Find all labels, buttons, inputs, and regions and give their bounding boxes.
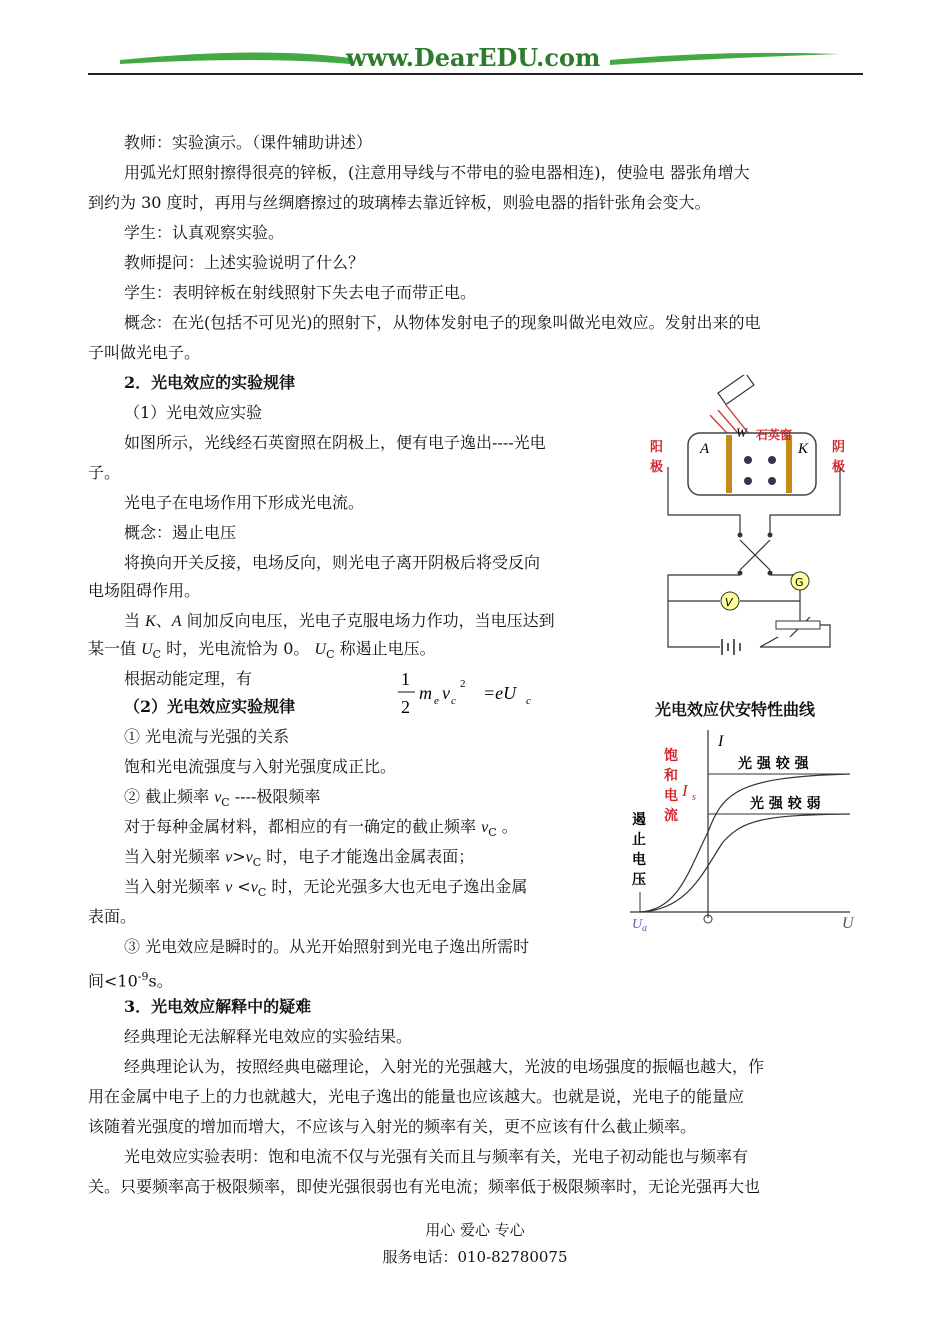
- kinetic-energy-formula: [395, 665, 565, 725]
- text-line: 用在金属中电子上的力也就越大，光电子逸出的能量也应该越大。也就是说，光电子的能量应: [88, 1087, 745, 1106]
- text-line: 间$<10^{-9}s$。: [88, 970, 173, 991]
- electron-icon: [768, 456, 776, 464]
- text-line: 根据动能定理，有: [124, 669, 253, 688]
- svg-text:2: 2: [460, 678, 466, 690]
- text-line: 光电效应实验表明：饱和电流不仅与光强有关而且与频率有关，光电子初动能也与频率有: [124, 1147, 749, 1166]
- text-line: 子。: [88, 463, 121, 482]
- svg-text:O: O: [696, 920, 704, 930]
- svg-text:=eU: =eU: [483, 683, 517, 703]
- svg-text:1: 1: [401, 669, 410, 689]
- text-line: 当 K、A 间加反向电压，光电子克服电场力作功，当电压达到: [124, 611, 555, 630]
- switch-contact: [768, 571, 773, 576]
- text-line: 教师提问：上述实验说明了什么？: [124, 253, 365, 272]
- svg-text:电: 电: [632, 852, 646, 868]
- electron-icon: [768, 477, 776, 485]
- subsection-heading: （1）光电效应实验: [124, 403, 263, 422]
- cathode-plate: [786, 435, 792, 493]
- subsection-heading: （2）光电效应实验规律: [124, 697, 296, 716]
- svg-text:K: K: [798, 441, 809, 457]
- text-line: 电场阻碍作用。: [88, 581, 201, 600]
- svg-text:V: V: [725, 596, 733, 609]
- text-line: 学生：表明锌板在射线照射下失去电子而带正电。: [124, 283, 477, 302]
- footer-phone: 服务电话：010-82780075: [382, 1248, 568, 1266]
- svg-text:2: 2: [401, 697, 410, 717]
- svg-text:U: U: [632, 917, 643, 932]
- text-line: 该随着光强度的增加而增大，不应该与入射光的频率有关，更不应该有什么截止频率。: [88, 1117, 697, 1136]
- logo-swoosh-left: [120, 52, 350, 64]
- text-line: 教师：实验演示。（课件辅助讲述）: [124, 133, 373, 152]
- text-line: 到约为 30 度时，再用与丝绸磨擦过的玻璃棒去靠近锌板，则验电器的指针张角会变大。: [88, 193, 711, 212]
- svg-text:饱: 饱: [664, 748, 678, 764]
- svg-text:阴: 阴: [832, 440, 846, 455]
- logo-swoosh-right: [610, 53, 840, 65]
- text-line: 关。只要频率高于极限频率，即使光强很弱也有光电流；频率低于极限频率时，无论光强再大也: [88, 1177, 761, 1196]
- battery-icon: [722, 639, 740, 655]
- svg-text:遏: 遏: [632, 812, 646, 828]
- svg-text:c: c: [451, 695, 456, 707]
- switch-contact: [738, 571, 743, 576]
- logo-text: www.DearEDU.com: [346, 43, 601, 72]
- svg-text:石英窗: 石英窗: [756, 428, 793, 442]
- text-line: 某一值 $U_C$ 时，光电流恰为 0。 $U_C$ 称遏止电压。: [88, 639, 436, 662]
- text-line: 概念：在光(包括不可见光)的照射下，从物体发射电子的现象叫做光电效应。发射出来的电: [124, 313, 761, 332]
- light-source-icon: [718, 375, 754, 404]
- text-line: 子叫做光电子。: [88, 343, 201, 362]
- svg-text:电: 电: [664, 788, 678, 804]
- svg-text:I: I: [682, 781, 688, 800]
- footer-motto: 用心 爱心 专心: [425, 1221, 525, 1239]
- text-line: ① 光电流与光强的关系: [124, 727, 290, 746]
- svg-text:光 强 较 弱: 光 强 较 弱: [750, 796, 821, 812]
- svg-text:e: e: [434, 695, 439, 707]
- text-line: 当入射光频率 $v>v_C$ 时，电子才能逸出金属表面；: [124, 847, 475, 870]
- text-line: 用弧光灯照射擦得很亮的锌板，(注意用导线与不带电的验电器相连)，使验电 器张角增大: [124, 163, 750, 182]
- electron-icon: [744, 456, 752, 464]
- svg-text:流: 流: [664, 808, 678, 824]
- electron-icon: [744, 477, 752, 485]
- svg-text:m: m: [419, 683, 432, 703]
- svg-text:极: 极: [650, 460, 664, 475]
- switch-icon: [760, 637, 778, 647]
- svg-text:止: 止: [632, 832, 646, 848]
- text-line: 如图所示，光线经石英窗照在阴极上，便有电子逸出----光电: [124, 433, 546, 452]
- svg-text:W: W: [736, 425, 747, 440]
- svg-text:A: A: [700, 441, 710, 457]
- text-line: 饱和光电流强度与入射光强度成正比。: [124, 757, 397, 776]
- svg-text:光 强 较 强: 光 强 较 强: [738, 756, 809, 772]
- svg-text:和: 和: [664, 768, 678, 784]
- text-line: 对于每种金属材料，都相应的有一确定的截止频率 $v_C$ 。: [124, 817, 518, 840]
- svg-text:极: 极: [832, 460, 846, 475]
- text-line: ② 截止频率 $v_C$ ----极限频率: [124, 787, 321, 810]
- svg-text:v: v: [442, 683, 450, 703]
- text-line: ③ 光电效应是瞬时的。从光开始照射到光电子逸出所需时: [124, 937, 530, 956]
- text-line: 表面。: [88, 907, 137, 926]
- text-line: 经典理论无法解释光电效应的实验结果。: [124, 1027, 413, 1046]
- svg-text:压: 压: [632, 872, 646, 888]
- svg-text:阳: 阳: [650, 440, 664, 455]
- header-rule: [88, 73, 863, 75]
- chart-caption: 光电效应伏安特性曲线: [655, 700, 816, 719]
- svg-text:U: U: [842, 915, 854, 932]
- site-logo: [100, 34, 860, 74]
- anode-plate: [726, 435, 732, 493]
- svg-text:G: G: [795, 576, 804, 589]
- switch-contact: [768, 533, 773, 538]
- text-line: 光电子在电场作用下形成光电流。: [124, 493, 365, 512]
- svg-text:a: a: [642, 923, 647, 934]
- svg-text:c: c: [526, 695, 531, 707]
- text-line: 当入射光频率 $v <v_C$ 时，无论光强多大也无电子逸出金属: [124, 877, 528, 900]
- text-line: 经典理论认为，按照经典电磁理论，入射光的光强越大，光波的电场强度的振幅也越大，作: [124, 1057, 765, 1076]
- iv-curve-chart: [618, 722, 863, 937]
- text-line: 将换向开关反接，电场反向，则光电子离开阴极后将受反向: [124, 553, 541, 572]
- photoelectric-apparatus-diagram: [640, 375, 860, 665]
- text-line: 学生：认真观察实验。: [124, 223, 285, 242]
- rheostat: [776, 621, 820, 629]
- section-heading: 2．光电效应的实验规律: [124, 373, 296, 392]
- section-heading: 3．光电效应解释中的疑难: [124, 997, 312, 1016]
- text-line: 概念：遏止电压: [124, 523, 237, 542]
- svg-text:I: I: [718, 733, 724, 750]
- switch-contact: [738, 533, 743, 538]
- svg-text:s: s: [692, 792, 696, 803]
